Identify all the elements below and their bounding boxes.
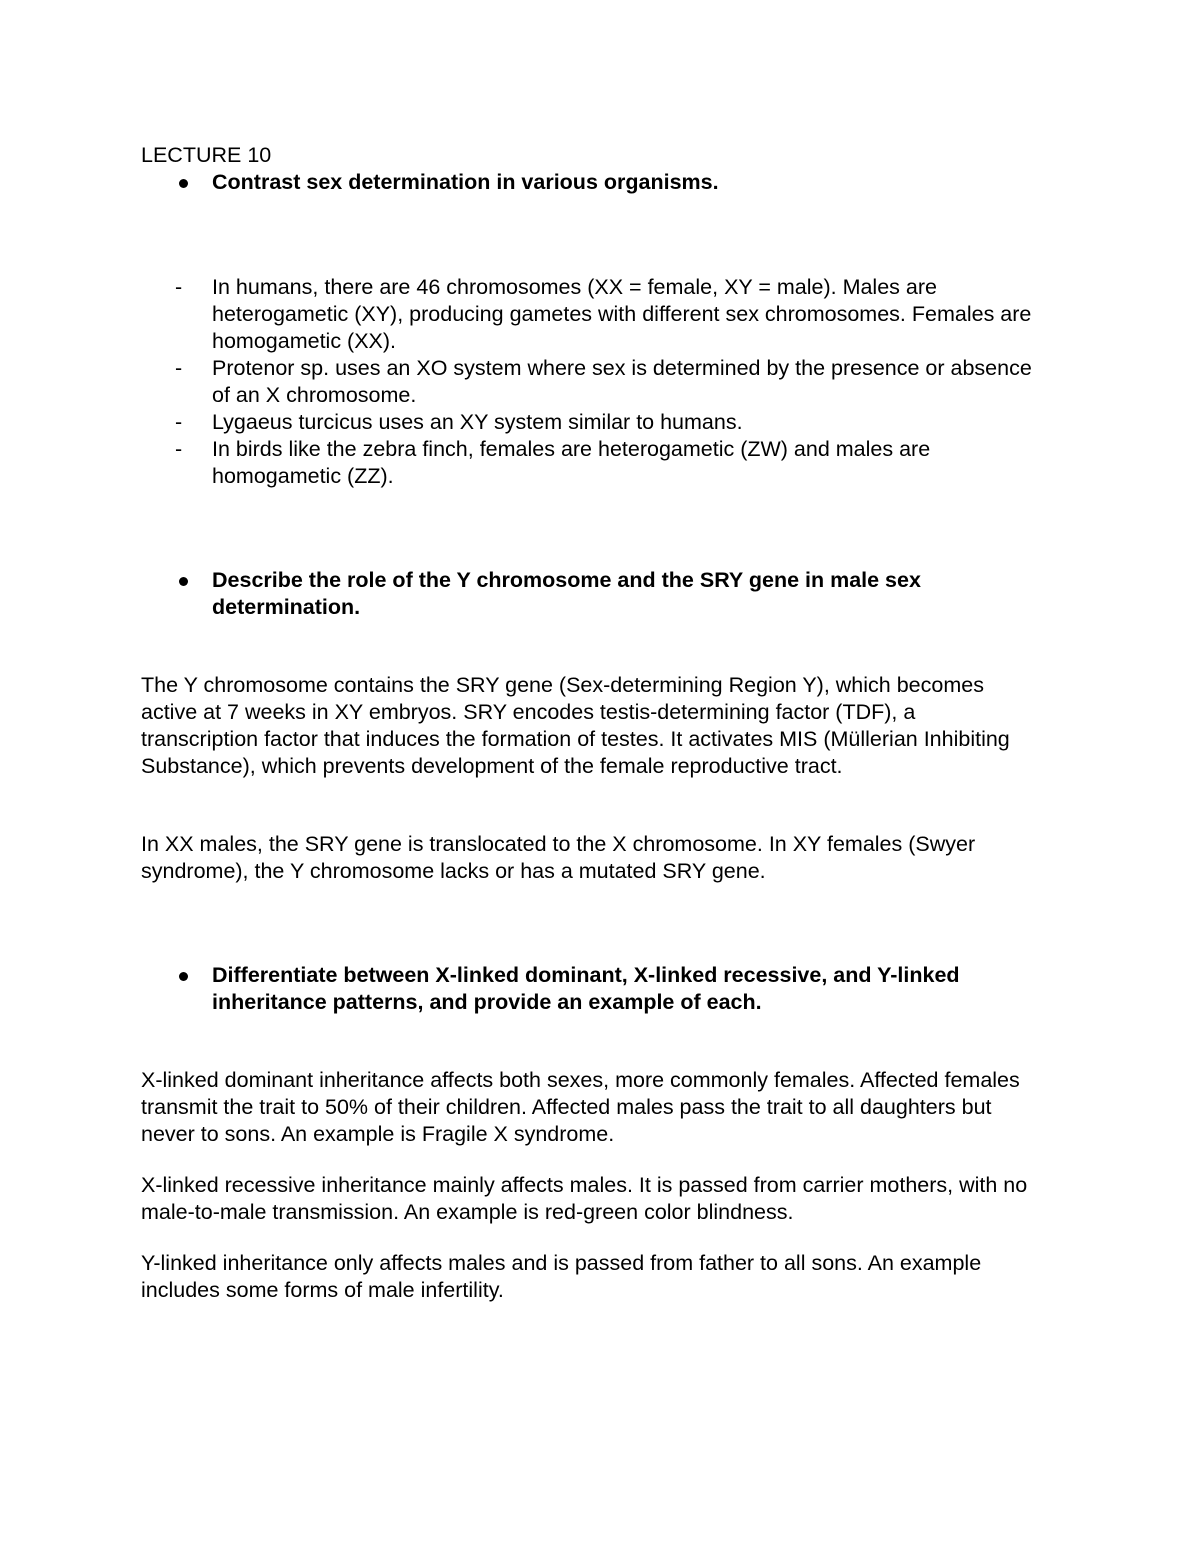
- section2-paragraph: The Y chromosome contains the SRY gene (Sex-determining Region Y), which becomes active at 7 weeks in XY embryos. SRY encodes testis-determining factor (TDF), a transcription factor that induces the formation of testes. It activates MIS (Müllerian Inhibiting Substance), which prevents development of the female reproductive tract.: [141, 673, 1010, 778]
- page-title: LECTURE 10: [141, 143, 272, 167]
- section2-heading: Describe the role of the Y chromosome and the SRY gene in male sex determination.: [212, 568, 921, 619]
- list-item: [141, 355, 1041, 409]
- dash-icon: -: [175, 275, 183, 299]
- section1-heading-row: [141, 169, 1081, 196]
- section2-heading-row: [141, 567, 1041, 621]
- section3-paragraph: X-linked dominant inheritance affects both sexes, more commonly females. Affected females transmit the trait to 50% of their children. Affected males pass the trait to all daughters but never to sons. An example is Fragile X syndrome.: [141, 1068, 1020, 1146]
- bullet-icon: [179, 179, 188, 188]
- dash-icon: -: [175, 437, 183, 461]
- section1-list: [141, 274, 1041, 490]
- list-item-text: Lygaeus turcicus uses an XY system similar to humans.: [212, 410, 743, 434]
- list-item: [141, 436, 1041, 490]
- bullet-icon: [179, 577, 188, 586]
- list-item-text: In birds like the zebra finch, females are heterogametic (ZW) and males are homogametic (ZZ).: [212, 437, 931, 488]
- section3-heading-row: [141, 962, 1051, 1016]
- list-item-text: In humans, there are 46 chromosomes (XX = female, XY = male). Males are heterogametic (XY), producing gametes with different sex chromosomes. Females are homogametic (XX).: [212, 275, 1032, 353]
- dash-icon: -: [175, 410, 183, 434]
- list-item-text: Protenor sp. uses an XO system where sex is determined by the presence or absence of an X chromosome.: [212, 356, 1032, 407]
- list-item: [141, 274, 1041, 355]
- bullet-icon: [179, 972, 188, 981]
- section3-paragraph: X-linked recessive inheritance mainly affects males. It is passed from carrier mothers, with no male-to-male transmission. An example is red-green color blindness.: [141, 1173, 1028, 1224]
- section2-paragraph: In XX males, the SRY gene is translocated to the X chromosome. In XY females (Swyer syndrome), the Y chromosome lacks or has a mutated SRY gene.: [141, 832, 976, 883]
- section1-heading: Contrast sex determination in various organisms.: [212, 170, 719, 194]
- section3-paragraph: Y-linked inheritance only affects males and is passed from father to all sons. An example includes some forms of male infertility.: [141, 1251, 982, 1302]
- section3-heading: Differentiate between X-linked dominant, X-linked recessive, and Y-linked inheritance patterns, and provide an example of each.: [212, 963, 960, 1014]
- list-item: [141, 409, 1041, 436]
- dash-icon: -: [175, 356, 183, 380]
